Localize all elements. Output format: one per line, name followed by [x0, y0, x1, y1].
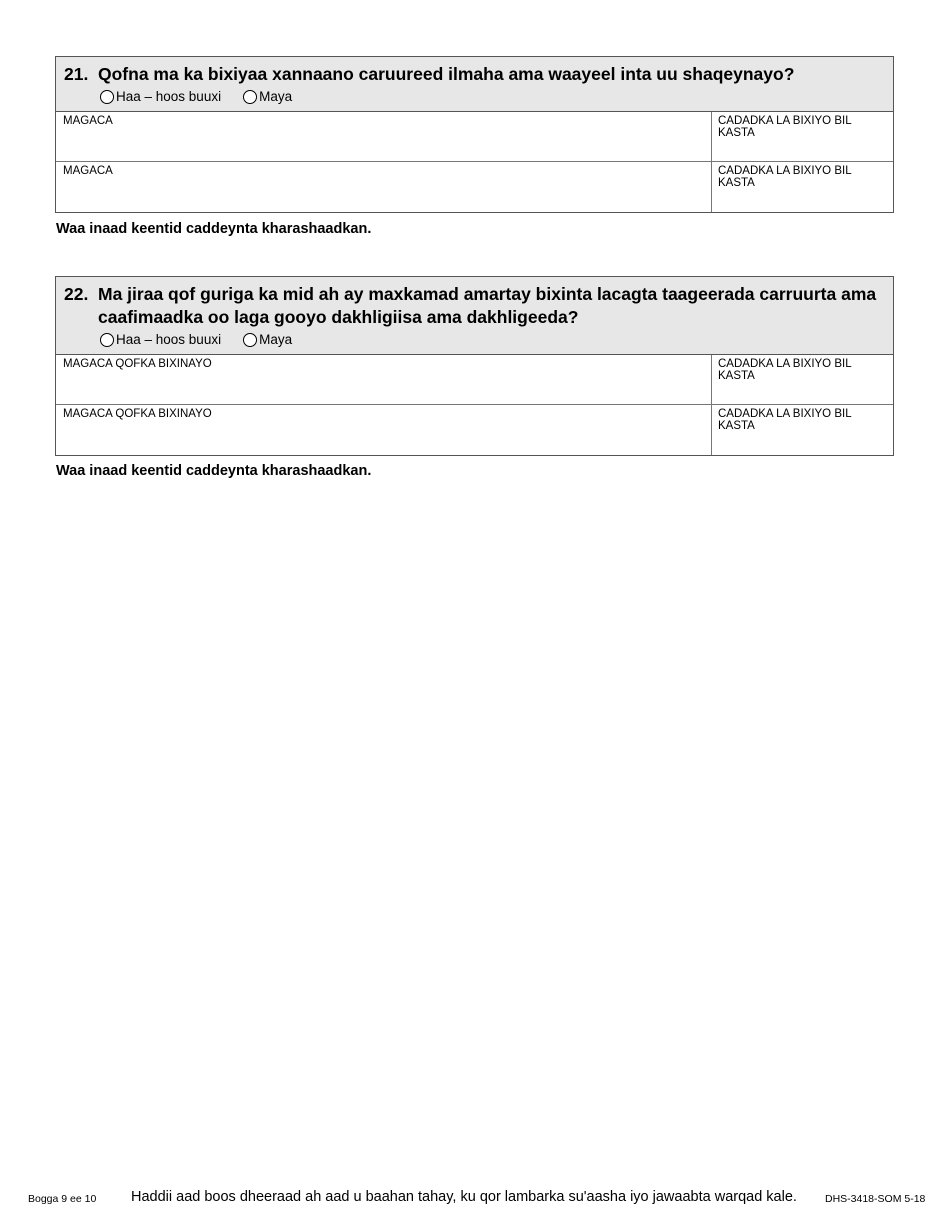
name-field[interactable] [56, 112, 712, 161]
option-no-label: Maya [259, 332, 293, 347]
table-row [56, 405, 893, 455]
amount-field[interactable] [712, 405, 893, 455]
footer-instruction: Haddii aad boos dheeraad ah aad u baahan tahay, ku qor lambarka su'aasha iyo jawaabta warqad kale. [131, 1189, 797, 1205]
question-21-section [55, 56, 894, 213]
question-number: 22. [64, 284, 89, 304]
amount-field-label: CADADKA LA BIXIYO BIL KASTA [718, 115, 852, 139]
radio-yes[interactable] [100, 333, 114, 347]
option-no-label: Maya [259, 89, 293, 104]
question-text: Ma jiraa qof guriga ka mid ah ay maxkamad amartay bixinta lacagta taageerada carruurta ama caafimaadka oo laga gooyo dakhligiisa ama dakhligeeda? [98, 284, 877, 327]
option-yes-label: Haa – hoos buuxi [116, 89, 222, 104]
question-22-title [64, 283, 885, 329]
name-field-label: MAGACA QOFKA BIXINAYO [63, 408, 212, 420]
table-row [56, 355, 893, 405]
question-number: 21. [64, 64, 89, 84]
name-field-label: MAGACA [63, 165, 113, 177]
option-yes-label: Haa – hoos buuxi [116, 332, 222, 347]
option-no[interactable] [243, 88, 292, 106]
question-22-header [56, 277, 893, 355]
amount-field[interactable] [712, 112, 893, 161]
payer-name-field[interactable] [56, 355, 712, 404]
question-22-options [100, 331, 885, 349]
page-number: Bogga 9 ee 10 [28, 1193, 97, 1205]
payer-name-field[interactable] [56, 405, 712, 455]
amount-field-label: CADADKA LA BIXIYO BIL KASTA [718, 165, 852, 189]
table-row [56, 162, 893, 212]
name-field[interactable] [56, 162, 712, 212]
radio-no[interactable] [243, 333, 257, 347]
question-21-title [64, 63, 885, 86]
radio-no[interactable] [243, 90, 257, 104]
name-field-label: MAGACA [63, 115, 113, 127]
option-no[interactable] [243, 331, 292, 349]
form-id: DHS-3418-SOM 5-18 [825, 1193, 926, 1205]
option-yes[interactable] [100, 331, 221, 349]
amount-field[interactable] [712, 162, 893, 212]
amount-field-label: CADADKA LA BIXIYO BIL KASTA [718, 358, 852, 382]
amount-field[interactable] [712, 355, 893, 404]
question-21-note: Waa inaad keentid caddeynta kharashaadkan. [56, 221, 372, 237]
radio-yes[interactable] [100, 90, 114, 104]
amount-field-label: CADADKA LA BIXIYO BIL KASTA [718, 408, 852, 432]
question-22-section [55, 276, 894, 456]
table-row [56, 112, 893, 162]
name-field-label: MAGACA QOFKA BIXINAYO [63, 358, 212, 370]
question-21-options [100, 88, 885, 106]
question-text: Qofna ma ka bixiyaa xannaano caruureed ilmaha ama waayeel inta uu shaqeynayo? [98, 64, 795, 84]
question-21-header [56, 57, 893, 112]
question-22-note: Waa inaad keentid caddeynta kharashaadkan. [56, 463, 372, 479]
option-yes[interactable] [100, 88, 221, 106]
